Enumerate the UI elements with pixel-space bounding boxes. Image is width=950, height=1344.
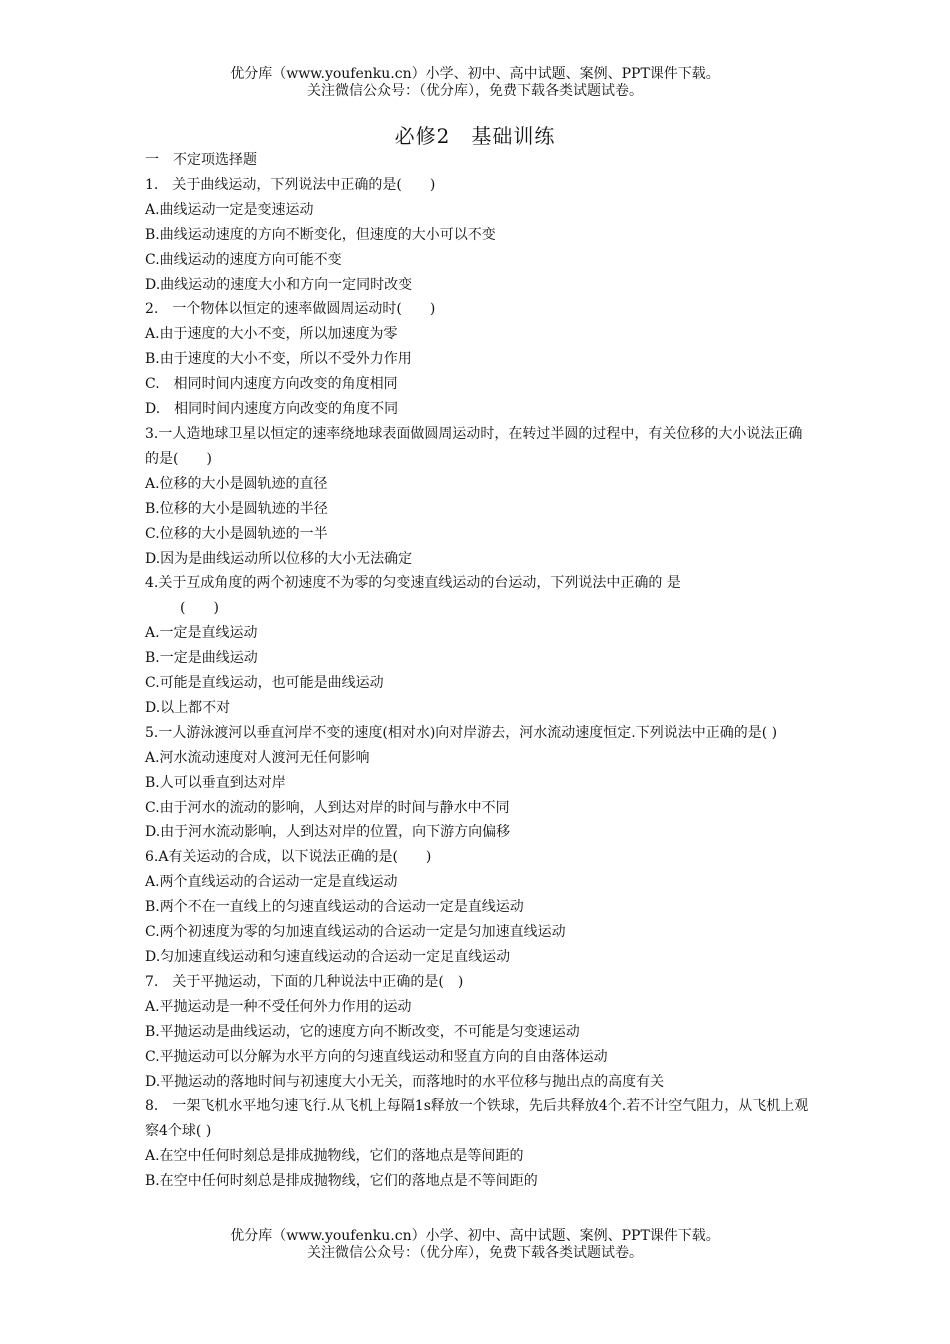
page-footer bbox=[0, 1228, 950, 1262]
question-2: 2. 一个物体以恒定的速率做圆周运动时( ) bbox=[145, 301, 436, 318]
q4-option-b: B.一定是曲线运动 bbox=[145, 650, 258, 667]
q3-option-d: D.因为是曲线运动所以位移的大小无法确定 bbox=[145, 550, 413, 567]
q5-option-c: C.由于河水的流动的影响，人到达对岸的时间与静水中不同 bbox=[145, 799, 510, 816]
q7-option-c: C.平抛运动可以分解为水平方向的匀速直线运动和竖直方向的自由落体运动 bbox=[145, 1048, 608, 1065]
question-7: 7. 关于平抛运动，下面的几种说法中正确的是( ) bbox=[145, 973, 464, 990]
question-4-bracket: ( ) bbox=[180, 600, 219, 617]
header-line-1: 优分库（www.youfenku.cn）小学、初中、高中试题、案例、PPT课件下载。 bbox=[230, 66, 720, 82]
q5-option-b: B.人可以垂直到达对岸 bbox=[145, 774, 286, 791]
q4-option-a: A.一定是直线运动 bbox=[145, 625, 258, 642]
q2-option-a: A.由于速度的大小不变，所以加速度为零 bbox=[145, 326, 398, 343]
q3-option-c: C.位移的大小是圆轨迹的一半 bbox=[145, 525, 328, 542]
section-heading: 一 不定项选择题 bbox=[145, 152, 257, 168]
q4-option-d: D.以上都不对 bbox=[145, 699, 231, 716]
q6-option-d: D.匀加速直线运动和匀速直线运动的合运动一定足直线运动 bbox=[145, 949, 511, 965]
q7-option-b: B.平抛运动是曲线运动，它的速度方向不断改变，不可能是匀变速运动 bbox=[145, 1023, 580, 1040]
q5-option-a: A.河水流动速度对人渡河无任何影响 bbox=[145, 749, 370, 766]
q7-option-a: A.平抛运动是一种不受任何外力作用的运动 bbox=[145, 998, 412, 1015]
question-content bbox=[145, 148, 810, 1194]
q8-option-a: A.在空中任何时刻总是排成抛物线，它们的落地点是等间距的 bbox=[145, 1148, 524, 1165]
q6-option-c: C.两个初速度为零的匀加速直线运动的合运动一定是匀加速直线运动 bbox=[145, 924, 566, 941]
footer-line-2: 关注微信公众号：（优分库），免费下载各类试题试卷。 bbox=[307, 1245, 643, 1261]
page-header bbox=[0, 66, 950, 100]
question-1: 1. 关于曲线运动，下列说法中正确的是( ) bbox=[145, 176, 436, 193]
header-line-2: 关注微信公众号：（优分库），免费下载各类试题试卷。 bbox=[307, 83, 643, 99]
q1-option-c: C.曲线运动的速度方向可能不变 bbox=[145, 251, 342, 268]
q2-option-d: D. 相同时间内速度方向改变的角度不同 bbox=[145, 401, 399, 418]
question-8: 8. 一架飞机水平地匀速飞行.从飞机上每隔1s释放一个铁球，先后共释放4个.若不计空气阻力，从飞机上观察4个球( ) bbox=[145, 1098, 809, 1140]
q7-option-d: D.平抛运动的落地时间与初速度大小无关，而落地时的水平位移与抛出点的高度有关 bbox=[145, 1073, 665, 1090]
q2-option-c: C. 相同时间内速度方向改变的角度相同 bbox=[145, 376, 398, 393]
q3-option-a: A.位移的大小是圆轨迹的直径 bbox=[145, 475, 328, 492]
page-title: 必修2 基础训练 bbox=[394, 124, 556, 148]
q5-option-d: D.由于河水流动影响，人到达对岸的位置，向下游方向偏移 bbox=[145, 824, 511, 841]
question-3: 3.一人造地球卫星以恒定的速率绕地球表面做圆周运动时，在转过半圆的过程中，有关位移的大小说法正确的是( ) bbox=[145, 425, 803, 467]
q6-option-a: A.两个直线运动的合运动一定是直线运动 bbox=[145, 874, 398, 891]
q8-option-b: B.在空中任何时刻总是排成抛物线，它们的落地点是不等间距的 bbox=[145, 1173, 538, 1190]
q6-option-b: B.两个不在一直线上的匀速直线运动的合运动一定是直线运动 bbox=[145, 899, 524, 916]
question-6: 6.A有关运动的合成，以下说法正确的是( ) bbox=[145, 849, 432, 866]
q1-option-a: A.曲线运动一定是变速运动 bbox=[145, 201, 314, 218]
question-5: 5.一人游泳渡河以垂直河岸不变的速度(相对水)向对岸游去，河水流动速度恒定.下列说法中正确的是( ) bbox=[145, 724, 778, 741]
q1-option-b: B.曲线运动速度的方向不断变化，但速度的大小可以不变 bbox=[145, 226, 496, 243]
question-4: 4.关于互成角度的两个初速度不为零的匀变速直线运动的台运动，下列说法中正确的 是 bbox=[145, 575, 681, 592]
q1-option-d: D.曲线运动的速度大小和方向一定同时改变 bbox=[145, 276, 413, 293]
q4-option-c: C.可能是直线运动，也可能是曲线运动 bbox=[145, 675, 384, 692]
footer-line-1: 优分库（www.youfenku.cn）小学、初中、高中试题、案例、PPT课件下载。 bbox=[230, 1228, 720, 1244]
q3-option-b: B.位移的大小是圆轨迹的半径 bbox=[145, 500, 328, 517]
q2-option-b: B.由于速度的大小不变，所以不受外力作用 bbox=[145, 351, 412, 368]
